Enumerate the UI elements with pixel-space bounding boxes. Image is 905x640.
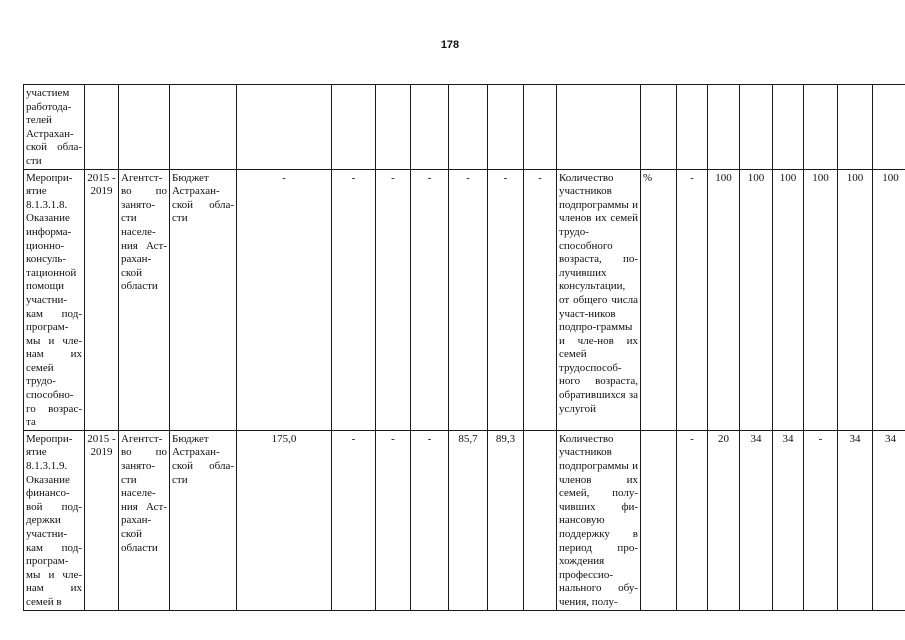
cell-indicator-value: 100 bbox=[838, 169, 873, 430]
cell-indicator: Количество участников подпрограммы и членов их семей, полу-чивших фи-нансовую поддержку в период про-хождения профессио-нального обу-чения, полу- bbox=[557, 430, 641, 610]
page-number: 178 bbox=[440, 39, 460, 51]
cell-indicator-value bbox=[804, 85, 838, 170]
cell-indicator-value bbox=[838, 85, 873, 170]
cell-indicator-value: - bbox=[677, 169, 708, 430]
cell-value: - bbox=[411, 169, 449, 430]
cell-value: 85,7 bbox=[449, 430, 488, 610]
cell-name-text: Меропри-ятие 8.1.3.1.8. Оказание информа-ционно-консуль-тационной помощи участни-кам под-програм-мы и чле-нам их семей трудо-способно-го возрас-та bbox=[26, 171, 82, 429]
cell-indicator-value bbox=[708, 85, 740, 170]
cell-indicator-value: 100 bbox=[708, 169, 740, 430]
cell-name bbox=[24, 85, 85, 170]
cell-value: 175,0 bbox=[237, 430, 332, 610]
cell-executor: Агентст-во по занято-сти населе-ния Аст-рахан-ской области bbox=[119, 430, 170, 610]
cell-value: - bbox=[411, 430, 449, 610]
cell-value: - bbox=[332, 169, 376, 430]
cell-unit: % bbox=[641, 169, 677, 430]
cell-period: 2015 - 2019 bbox=[85, 430, 119, 610]
cell-source bbox=[170, 85, 237, 170]
cell-value: - bbox=[376, 430, 411, 610]
program-table bbox=[23, 84, 905, 611]
cell-value bbox=[524, 85, 557, 170]
cell-value: - bbox=[449, 169, 488, 430]
cell-name bbox=[24, 430, 85, 610]
cell-unit bbox=[641, 85, 677, 170]
table-row bbox=[24, 85, 905, 170]
cell-value bbox=[376, 85, 411, 170]
cell-indicator-value: 100 bbox=[740, 169, 773, 430]
cell-indicator-value bbox=[873, 85, 905, 170]
cell-indicator-value: 100 bbox=[804, 169, 838, 430]
cell-indicator-value bbox=[773, 85, 804, 170]
cell-value: - bbox=[237, 169, 332, 430]
cell-indicator-value bbox=[677, 85, 708, 170]
cell-value bbox=[524, 430, 557, 610]
cell-indicator-value bbox=[740, 85, 773, 170]
cell-indicator-value: 34 bbox=[873, 430, 905, 610]
cell-name-text: участием работода-телей Астрахан-ской обла-сти bbox=[26, 87, 82, 167]
cell-value: - bbox=[524, 169, 557, 430]
cell-executor bbox=[119, 85, 170, 170]
cell-value: 89,3 bbox=[488, 430, 524, 610]
cell-indicator-value: 34 bbox=[740, 430, 773, 610]
cell-value bbox=[332, 85, 376, 170]
cell-indicator bbox=[557, 85, 641, 170]
cell-value: - bbox=[332, 430, 376, 610]
table-row bbox=[24, 169, 905, 430]
cell-value: - bbox=[376, 169, 411, 430]
cell-source: Бюджет Астрахан-ской обла-сти bbox=[170, 430, 237, 610]
cell-indicator: Количество участников подпрограммы и членов их семей трудо-способного возраста, по-лучивших консультации, от общего числа участ-ников подпро-граммы и чле-нов их семей трудоспособ-ного возраста, обратившихся за услугой bbox=[557, 169, 641, 430]
cell-name-text: Меропри-ятие 8.1.3.1.9. Оказание финансо-вой под-держки участни-кам под-програм-мы и чле-нам их семей в bbox=[26, 432, 82, 608]
cell-value bbox=[488, 85, 524, 170]
cell-indicator-value: 20 bbox=[708, 430, 740, 610]
table-row bbox=[24, 430, 905, 610]
cell-name bbox=[24, 169, 85, 430]
cell-indicator-value: - bbox=[677, 430, 708, 610]
cell-source: Бюджет Астрахан-ской обла-сти bbox=[170, 169, 237, 430]
cell-value bbox=[411, 85, 449, 170]
cell-period: 2015 - 2019 bbox=[85, 169, 119, 430]
cell-indicator-value: 34 bbox=[838, 430, 873, 610]
cell-indicator-value: 100 bbox=[773, 169, 804, 430]
cell-value bbox=[449, 85, 488, 170]
cell-indicator-value: 34 bbox=[773, 430, 804, 610]
cell-executor: Агентст-во по занято-сти населе-ния Аст-рахан-ской области bbox=[119, 169, 170, 430]
cell-indicator-value: - bbox=[804, 430, 838, 610]
cell-indicator-value: 100 bbox=[873, 169, 905, 430]
cell-period bbox=[85, 85, 119, 170]
cell-value bbox=[237, 85, 332, 170]
cell-value: - bbox=[488, 169, 524, 430]
cell-unit bbox=[641, 430, 677, 610]
